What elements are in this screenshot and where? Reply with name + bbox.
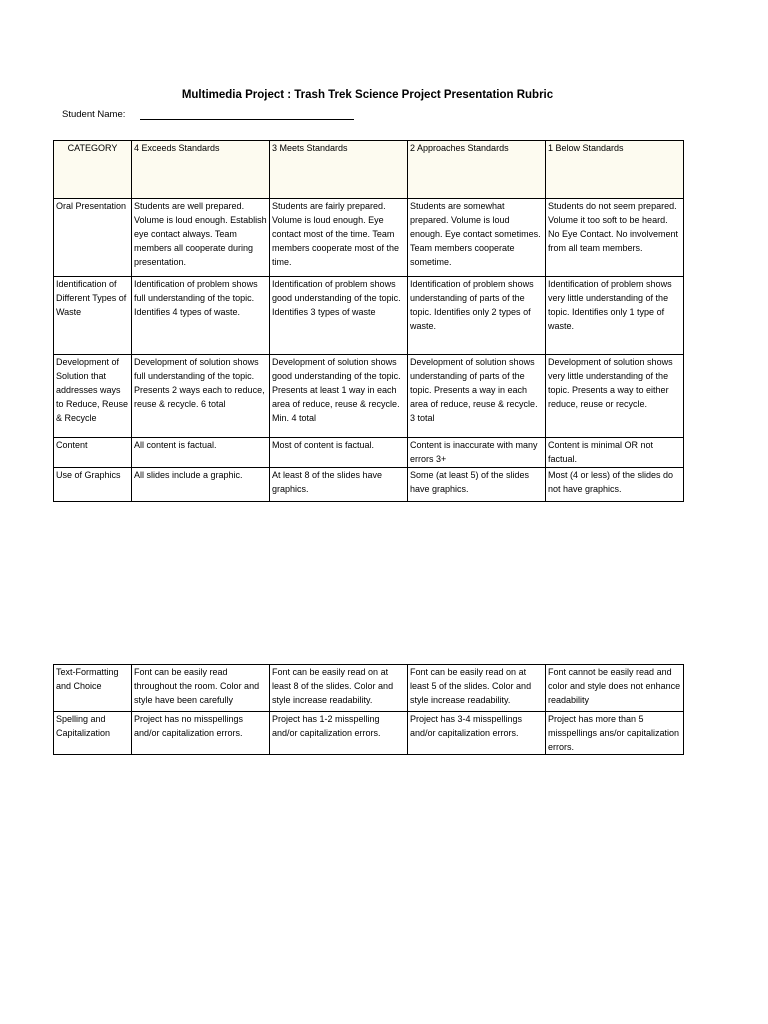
table-row [54,277,684,355]
cell-exceeds: Font can be easily read throughout the room. Color and style have been carefully [132,665,270,712]
cell-below: Development of solution shows very little understanding of the topic. Presents a way to either reduce, reuse or recycle. [546,355,684,438]
cell-exceeds: Students are well prepared. Volume is loud enough. Establish eye contact always. Team members all cooperate during presentation. [132,199,270,277]
cell-below: Font cannot be easily read and color and style does not enhance readability [546,665,684,712]
cell-meets: Project has 1-2 misspelling and/or capitalization errors. [270,712,408,755]
header-meets: 3 Meets Standards [270,141,408,199]
row-category: Spelling and Capitalization [54,712,132,755]
row-category: Development of Solution that addresses ways to Reduce, Reuse & Recycle [54,355,132,438]
header-exceeds: 4 Exceeds Standards [132,141,270,199]
cell-below: Students do not seem prepared. Volume it too soft to be heard. No Eye Contact. No involvement from all team members. [546,199,684,277]
cell-meets: Students are fairly prepared. Volume is loud enough. Eye contact most of the time. Team members cooperate most of the time. [270,199,408,277]
row-category: Use of Graphics [54,468,132,502]
table-row [54,355,684,438]
row-category: Oral Presentation [54,199,132,277]
cell-approaches: Content is inaccurate with many errors 3+ [408,438,546,468]
cell-below: Content is minimal OR not factual. [546,438,684,468]
rubric-table-continued [53,664,684,755]
cell-meets: Font can be easily read on at least 8 of the slides. Color and style increase readability. [270,665,408,712]
header-approaches: 2 Approaches Standards [408,141,546,199]
cell-below: Most (4 or less) of the slides do not have graphics. [546,468,684,502]
cell-exceeds: Identification of problem shows full understanding of the topic. Identifies 4 types of waste. [132,277,270,355]
cell-meets: Most of content is factual. [270,438,408,468]
cell-below: Project has more than 5 misspellings ans/or capitalization errors. [546,712,684,755]
row-category: Text-Formatting and Choice [54,665,132,712]
cell-exceeds: Project has no misspellings and/or capitalization errors. [132,712,270,755]
cell-approaches: Some (at least 5) of the slides have graphics. [408,468,546,502]
table-row [54,468,684,502]
student-name-label: Student Name: [62,109,126,120]
student-name-line [140,119,354,120]
cell-approaches: Project has 3-4 misspellings and/or capitalization errors. [408,712,546,755]
cell-exceeds: All content is factual. [132,438,270,468]
cell-meets: At least 8 of the slides have graphics. [270,468,408,502]
table-row [54,665,684,712]
header-row [54,141,684,199]
cell-meets: Identification of problem shows good understanding of the topic. Identifies 3 types of waste [270,277,408,355]
cell-below: Identification of problem shows very little understanding of the topic. Identifies only 1 type of waste. [546,277,684,355]
cell-approaches: Font can be easily read on at least 5 of the slides. Color and style increase readability. [408,665,546,712]
cell-exceeds: All slides include a graphic. [132,468,270,502]
header-below: 1 Below Standards [546,141,684,199]
row-category: Content [54,438,132,468]
cell-approaches: Students are somewhat prepared. Volume is loud enough. Eye contact sometimes. Team members cooperate sometime. [408,199,546,277]
header-category: CATEGORY [54,141,132,199]
row-category: Identification of Different Types of Waste [54,277,132,355]
table-row [54,199,684,277]
table-row [54,438,684,468]
cell-meets: Development of solution shows good understanding of the topic. Presents at least 1 way in each area of reduce, reuse & recycle. Min. 4 total [270,355,408,438]
table-row [54,712,684,755]
page-title: Multimedia Project : Trash Trek Science Project Presentation Rubric [181,89,554,101]
rubric-table [53,140,684,502]
cell-exceeds: Development of solution shows full understanding of the topic. Presents 2 ways each to reduce, reuse & recycle. 6 total [132,355,270,438]
cell-approaches: Development of solution shows understanding of parts of the topic. Presents a way in each area of reduce, reuse & recycle. 3 total [408,355,546,438]
cell-approaches: Identification of problem shows understanding of parts of the topic. Identifies only 2 types of waste. [408,277,546,355]
